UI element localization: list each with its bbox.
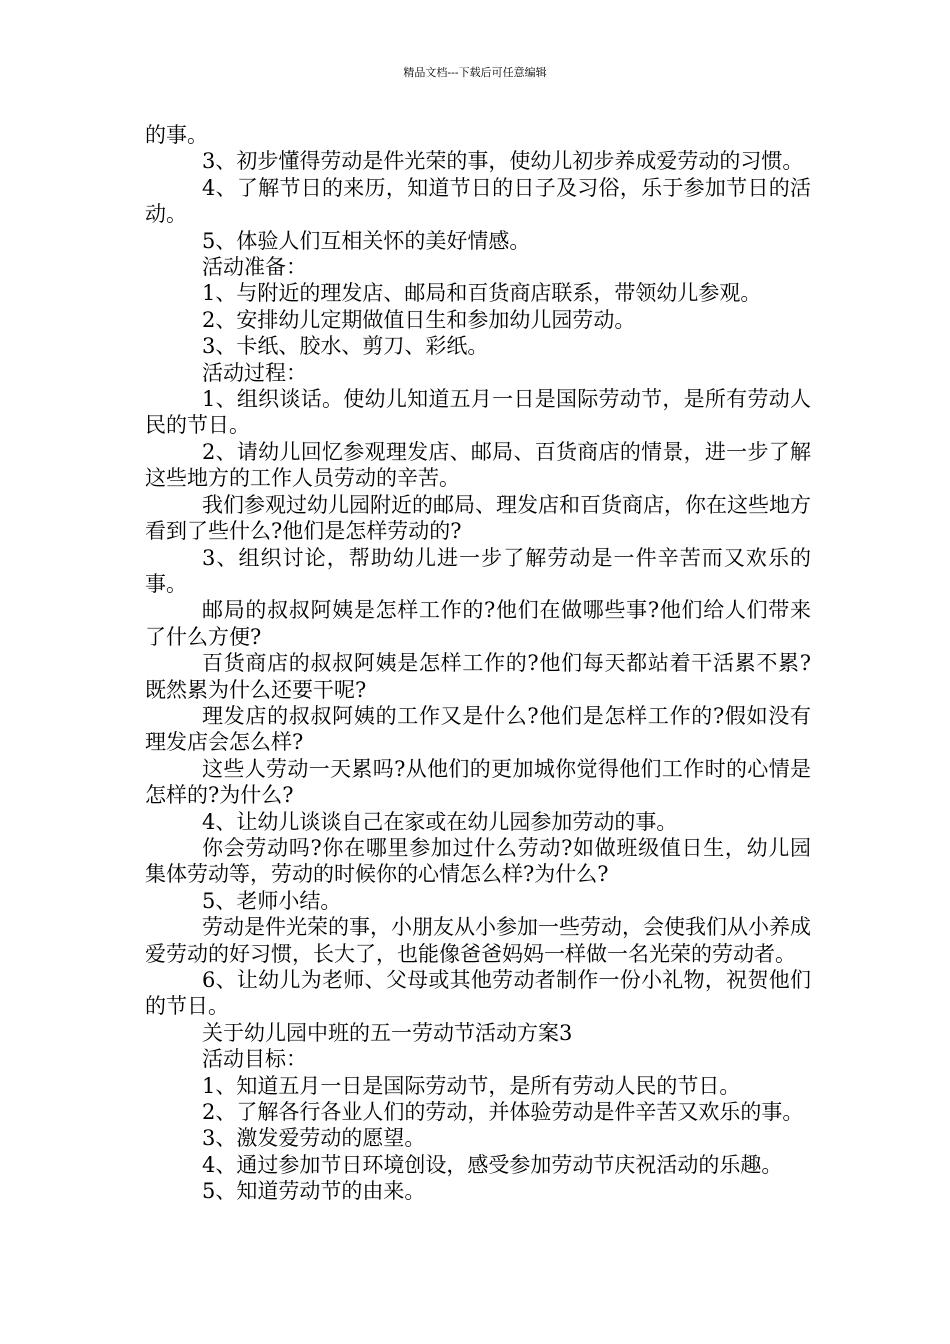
paragraph-21: 劳动是件光荣的事，小朋友从小参加一些劳动，会使我们从小养成爱劳动的好习惯，长大了，也能像爸爸妈妈一样做一名光荣的劳动者。 bbox=[145, 915, 811, 966]
paragraph-12: 我们参观过幼儿园附近的邮局、理发店和百货商店，你在这些地方看到了些什么?他们是怎样劳动的? bbox=[145, 492, 811, 544]
paragraph-11: 2、请幼儿回忆参观理发店、邮局、百货商店的情景，进一步了解这些地方的工作人员劳动的辛苦。 bbox=[145, 439, 811, 491]
paragraph-17: 这些人劳动一天累吗?从他们的更加城你觉得他们工作时的心情是怎样的?为什么? bbox=[145, 756, 811, 808]
paragraph-8: 3、卡纸、胶水、剪刀、彩纸。 bbox=[202, 334, 489, 359]
paragraph-22: 6、让幼儿为老师、父母或其他劳动者制作一份小礼物，祝贺他们的节日。 bbox=[145, 968, 811, 1019]
paragraph-25: 1、知道五月一日是国际劳动节，是所有劳动人民的节日。 bbox=[202, 1073, 741, 1098]
page-header: 精品文档---下载后可任意编辑 bbox=[403, 66, 547, 79]
paragraph-4: 5、体验人们互相关怀的美好情感。 bbox=[202, 228, 531, 253]
paragraph-26: 2、了解各行各业人们的劳动，并体验劳动是件辛苦又欢乐的事。 bbox=[202, 1100, 804, 1125]
paragraph-13: 3、组织讨论，帮助幼儿进一步了解劳动是一件辛苦而又欢乐的事。 bbox=[145, 545, 811, 596]
paragraph-14: 邮局的叔叔阿姨是怎样工作的?他们在做哪些事?他们给人们带来了什么方便? bbox=[145, 598, 811, 649]
paragraph-9: 活动过程： bbox=[202, 360, 307, 385]
paragraph-1: 的事。 bbox=[145, 123, 208, 147]
paragraph-5: 活动准备： bbox=[202, 255, 307, 280]
document-body bbox=[145, 122, 811, 1205]
section-heading: 关于幼儿园中班的五一劳动节活动方案3 bbox=[202, 1020, 573, 1045]
paragraph-6: 1、与附近的理发店、邮局和百货商店联系，带领幼儿参观。 bbox=[202, 281, 762, 306]
paragraph-19: 你会劳动吗?你在哪里参加过什么劳动?如做班级值日生，幼儿园集体劳动等，劳动的时候你的心情怎么样?为什么? bbox=[145, 835, 811, 887]
paragraph-18: 4、让幼儿谈谈自己在家或在幼儿园参加劳动的事。 bbox=[202, 809, 678, 834]
paragraph-16: 理发店的叔叔阿姨的工作又是什么?他们是怎样工作的?假如没有理发店会怎么样? bbox=[145, 703, 811, 755]
paragraph-28: 4、通过参加节日环境创设，感受参加劳动节庆祝活动的乐趣。 bbox=[202, 1152, 783, 1177]
paragraph-10: 1、组织谈话。使幼儿知道五月一日是国际劳动节，是所有劳动人民的节日。 bbox=[145, 387, 811, 438]
paragraph-2: 3、初步懂得劳动是件光荣的事，使幼儿初步养成爱劳动的习惯。 bbox=[202, 149, 804, 174]
paragraph-7: 2、安排幼儿定期做值日生和参加幼儿园劳动。 bbox=[202, 307, 636, 332]
paragraph-24: 活动目标： bbox=[202, 1047, 307, 1072]
paragraph-15: 百货商店的叔叔阿姨是怎样工作的?他们每天都站着干活累不累?既然累为什么还要干呢? bbox=[145, 651, 811, 702]
paragraph-27: 3、激发爱劳动的愿望。 bbox=[202, 1126, 426, 1151]
paragraph-20: 5、老师小结。 bbox=[202, 888, 342, 913]
paragraph-3: 4、了解节日的来历，知道节日的日子及习俗，乐于参加节日的活动。 bbox=[145, 175, 811, 227]
paragraph-29: 5、知道劳动节的由来。 bbox=[202, 1179, 426, 1204]
